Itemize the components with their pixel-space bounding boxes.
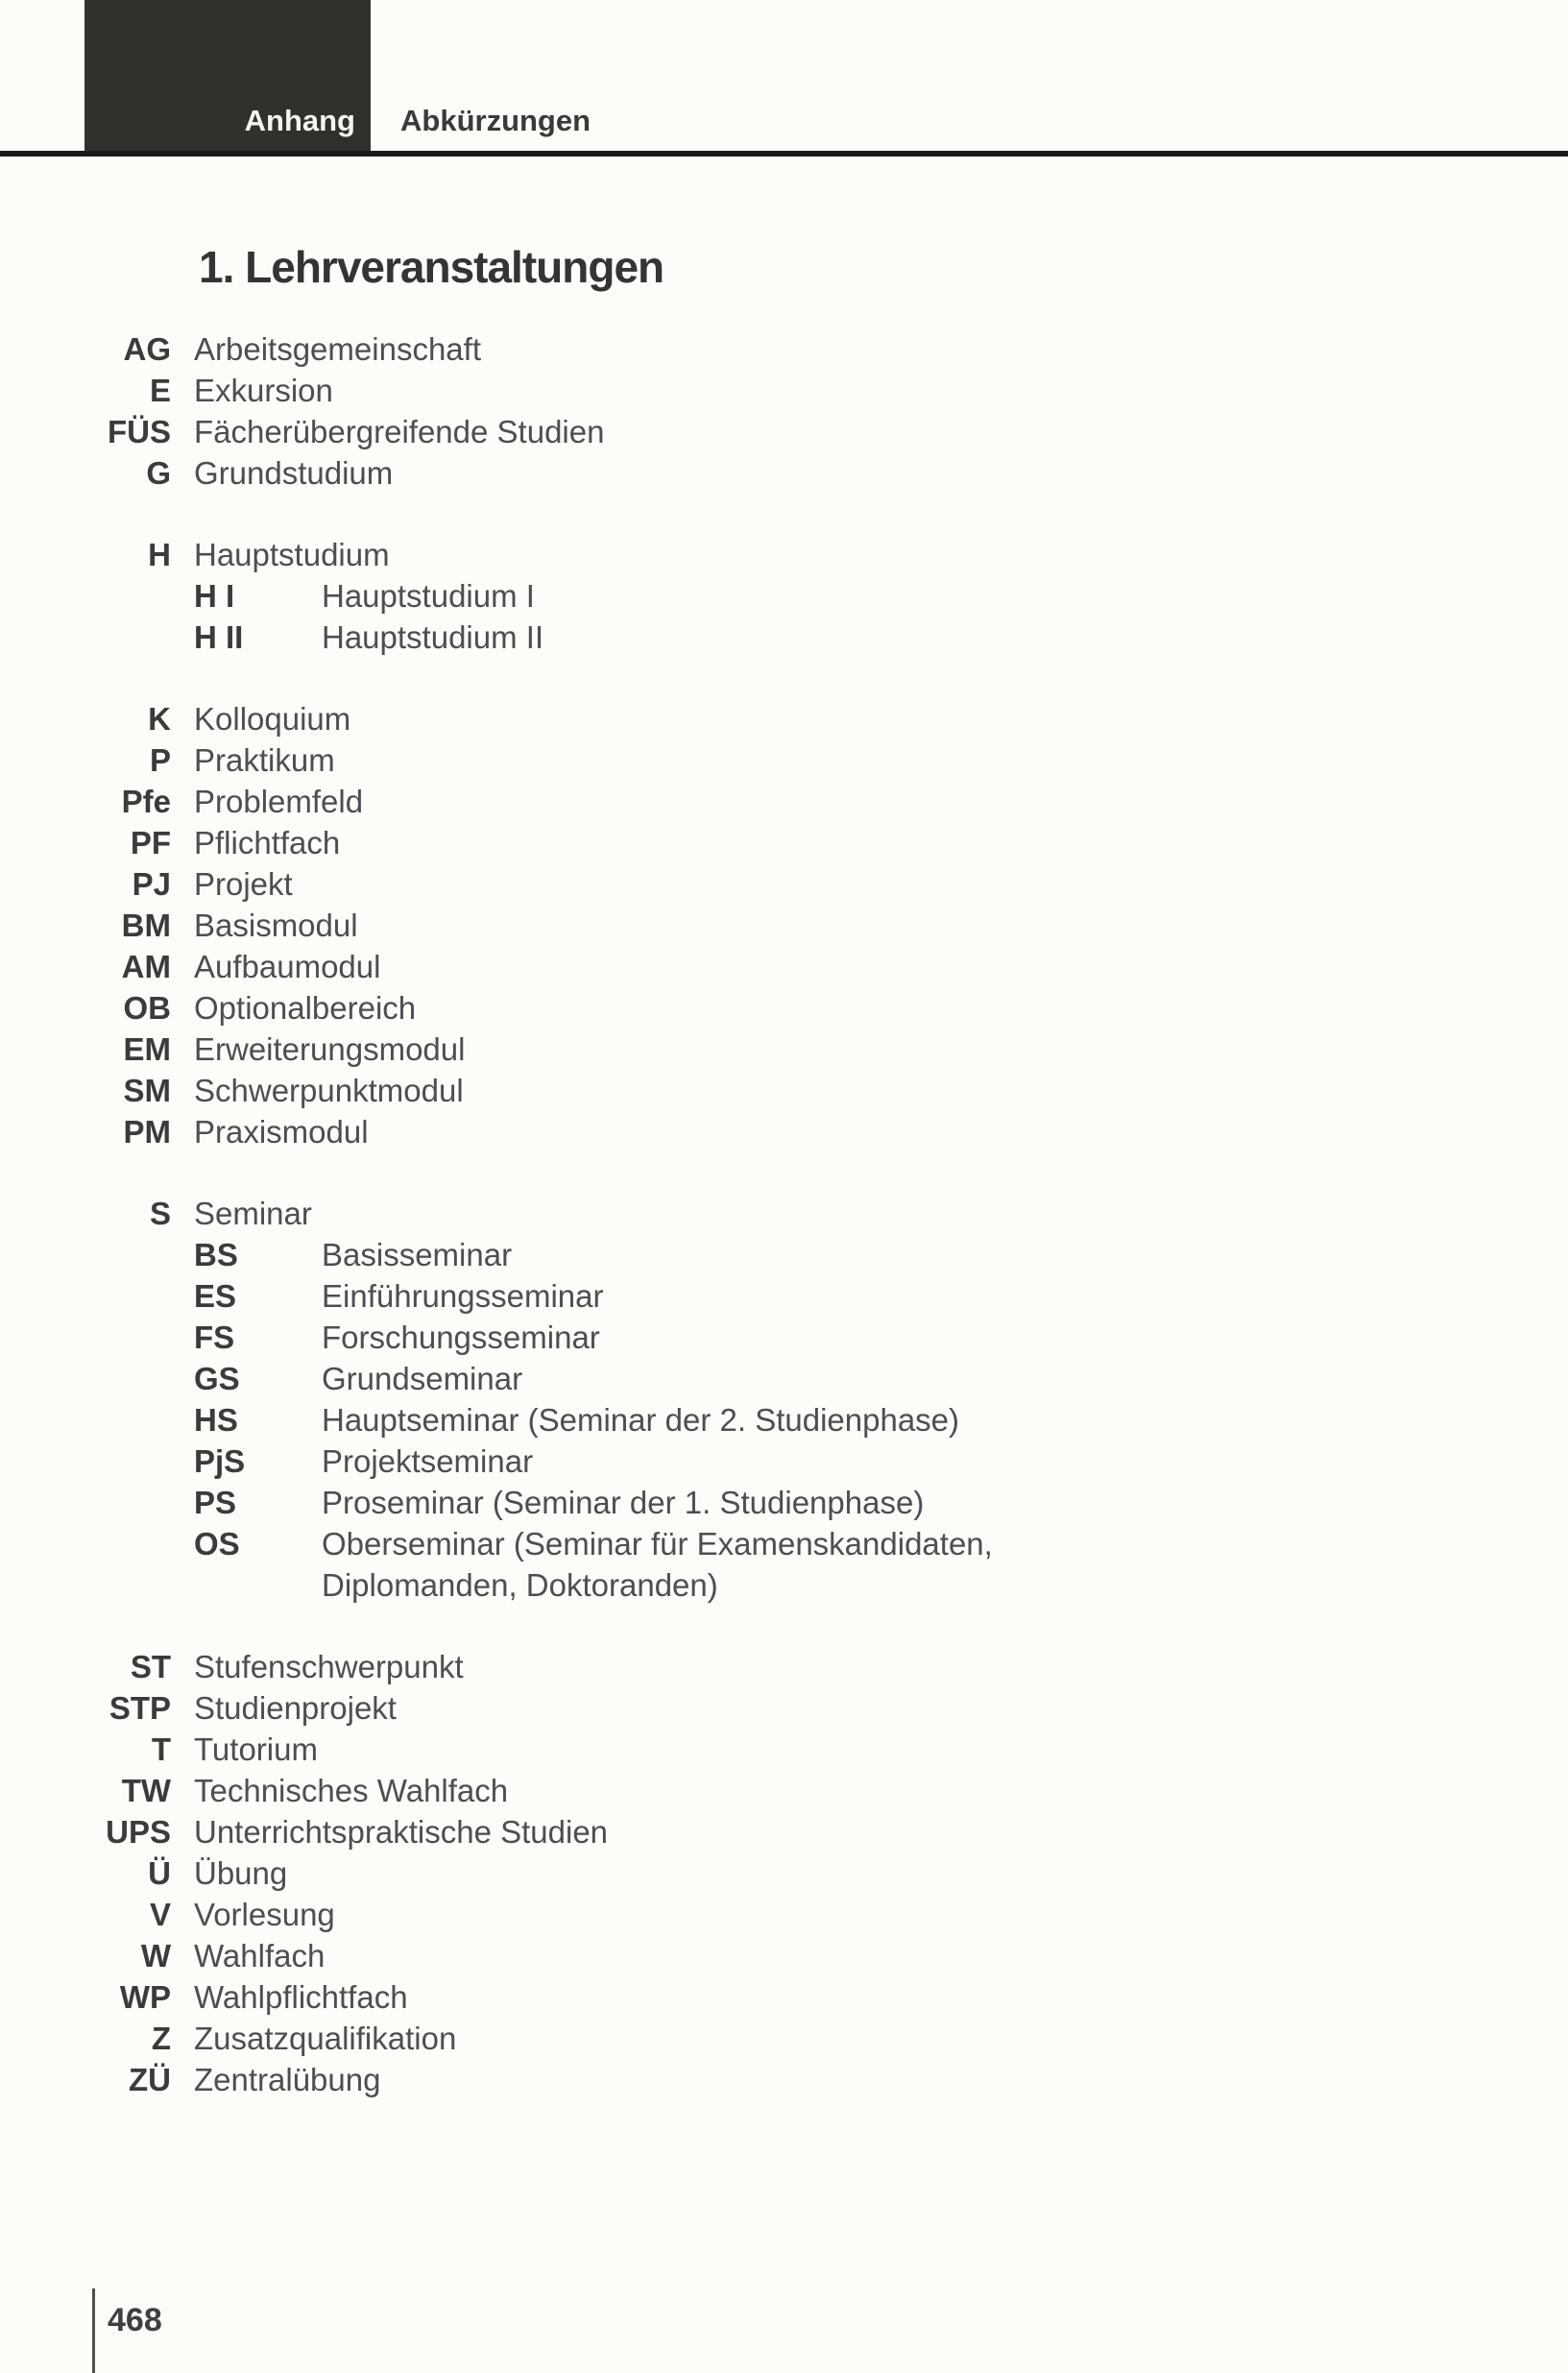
abbreviation-code: UPS — [106, 1813, 171, 1850]
page-content — [0, 243, 1568, 2100]
sub-abbreviation-code: OS — [194, 1525, 240, 1562]
abbreviation-code: H — [148, 536, 171, 572]
abbreviation-description: Proseminar (Seminar der 1. Studienphase) — [322, 1484, 925, 1520]
abbreviation-row — [0, 1976, 1568, 2018]
abbreviation-code — [0, 1523, 171, 1564]
header-section-label: Abkürzungen — [400, 104, 591, 137]
abbreviation-code: Z — [151, 2020, 171, 2056]
abbreviation-row — [0, 1317, 1568, 1358]
abbreviation-row — [0, 575, 1568, 617]
abbreviation-row — [0, 1729, 1568, 1770]
abbreviation-code: EM — [123, 1030, 171, 1067]
sub-entry — [194, 1523, 993, 1564]
abbreviation-code: S — [149, 1195, 171, 1231]
sub-entry — [194, 1234, 512, 1275]
abbreviation-row — [0, 1399, 1568, 1441]
abbreviation-description: Seminar — [194, 1195, 312, 1231]
abbreviation-row — [0, 1234, 1568, 1275]
chapter-tab-label: Anhang — [244, 104, 355, 137]
abbreviation-code — [0, 575, 171, 617]
abbreviation-description: Hauptseminar (Seminar der 2. Studienphase) — [322, 1401, 960, 1438]
sub-abbreviation-code: PS — [194, 1484, 237, 1520]
abbreviation-description: Exkursion — [194, 372, 333, 408]
abbreviation-row — [0, 822, 1568, 863]
sub-abbreviation-code: H II — [194, 618, 244, 655]
abbreviation-row — [0, 1070, 1568, 1111]
abbreviation-description: Tutorium — [194, 1731, 318, 1767]
abbreviation-description: Übung — [194, 1854, 288, 1891]
abbreviation-description: Zentralübung — [194, 2061, 381, 2097]
sub-entry — [194, 1317, 600, 1358]
abbreviation-list — [0, 328, 1568, 2100]
abbreviation-row — [0, 1523, 1568, 1564]
abbreviation-code: ZÜ — [129, 2061, 171, 2097]
sub-abbreviation-code: FS — [194, 1319, 235, 1355]
abbreviation-row — [0, 1029, 1568, 1070]
abbreviation-row — [0, 617, 1568, 658]
abbreviation-description: Schwerpunktmodul — [194, 1072, 464, 1108]
abbreviation-description: Hauptstudium II — [322, 618, 544, 655]
sub-abbreviation-code: GS — [194, 1360, 240, 1396]
abbreviation-code — [0, 1234, 171, 1275]
abbreviation-code: Ü — [148, 1854, 171, 1891]
abbreviation-row — [0, 1894, 1568, 1935]
abbreviation-code — [0, 1482, 171, 1523]
abbreviation-code — [0, 1441, 171, 1482]
abbreviation-description: Studienprojekt — [194, 1689, 397, 1726]
abbreviation-description: Basismodul — [194, 907, 358, 943]
abbreviation-section — [0, 1193, 1568, 1606]
sub-entry — [194, 1482, 924, 1523]
abbreviation-description: Forschungsseminar — [322, 1319, 600, 1355]
abbreviation-row — [0, 946, 1568, 987]
abbreviation-section — [0, 1646, 1568, 2100]
abbreviation-row — [0, 534, 1568, 575]
sub-entry — [194, 617, 543, 658]
abbreviation-code — [0, 1317, 171, 1358]
abbreviation-row — [0, 905, 1568, 946]
abbreviation-row — [0, 1646, 1568, 1687]
abbreviation-code: Pfe — [121, 783, 171, 819]
abbreviation-code: PF — [130, 824, 171, 860]
abbreviation-description: Grundstudium — [194, 454, 394, 491]
page-footer — [92, 2288, 162, 2373]
abbreviation-section — [0, 534, 1568, 658]
abbreviation-row — [0, 863, 1568, 905]
abbreviation-description: Basisseminar — [322, 1236, 513, 1272]
abbreviation-description: Grundseminar — [322, 1360, 523, 1396]
abbreviation-description: Diplomanden, Doktoranden) — [322, 1566, 718, 1603]
abbreviation-code: FÜS — [108, 413, 171, 449]
abbreviation-description: Einführungsseminar — [322, 1277, 604, 1314]
header-rule — [0, 151, 1568, 157]
abbreviation-description: Fächerübergreifende Studien — [194, 413, 605, 449]
chapter-tab — [84, 0, 371, 151]
abbreviation-description: Zusatzqualifikation — [194, 2020, 457, 2056]
page-number: 468 — [108, 2302, 162, 2338]
page-header — [0, 0, 1568, 151]
abbreviation-code: E — [149, 372, 171, 408]
abbreviation-description: Erweiterungsmodul — [194, 1030, 466, 1067]
sub-abbreviation-code: H I — [194, 577, 235, 614]
abbreviation-row — [0, 1193, 1568, 1234]
abbreviation-section — [0, 328, 1568, 494]
abbreviation-description: Stufenschwerpunkt — [194, 1648, 464, 1684]
abbreviation-code — [0, 1275, 171, 1317]
abbreviation-description: Wahlfach — [194, 1937, 326, 1973]
abbreviation-row — [0, 987, 1568, 1029]
abbreviation-row — [0, 739, 1568, 781]
abbreviation-description: Aufbaumodul — [194, 948, 381, 984]
abbreviation-code — [0, 1399, 171, 1441]
abbreviation-code: PJ — [132, 865, 171, 902]
sub-abbreviation-code: ES — [194, 1277, 237, 1314]
abbreviation-code — [0, 617, 171, 658]
abbreviation-code: SM — [123, 1072, 171, 1108]
abbreviation-code: P — [149, 741, 171, 778]
sub-abbreviation-code — [194, 1564, 322, 1606]
abbreviation-code: TW — [121, 1772, 171, 1808]
abbreviation-description: Unterrichtspraktische Studien — [194, 1813, 609, 1850]
abbreviation-row — [0, 2018, 1568, 2059]
abbreviation-description: Projektseminar — [322, 1442, 534, 1479]
abbreviation-row — [0, 370, 1568, 411]
abbreviation-row — [0, 328, 1568, 370]
abbreviation-code: AG — [123, 330, 171, 367]
abbreviation-row — [0, 698, 1568, 739]
abbreviation-description: Hauptstudium I — [322, 577, 535, 614]
abbreviation-section — [0, 698, 1568, 1152]
abbreviation-description: Optionalbereich — [194, 989, 417, 1026]
abbreviation-row — [0, 2059, 1568, 2100]
sub-abbreviation-code: HS — [194, 1401, 238, 1438]
page-title: 1. Lehrveranstaltungen — [199, 242, 664, 292]
abbreviation-code: BM — [121, 907, 171, 943]
abbreviation-row — [0, 1275, 1568, 1317]
sub-entry — [194, 1441, 533, 1482]
abbreviation-description: Pflichtfach — [194, 824, 341, 860]
abbreviation-row — [0, 1441, 1568, 1482]
abbreviation-code: V — [149, 1896, 171, 1932]
abbreviation-code: K — [148, 700, 171, 737]
abbreviation-code: WP — [119, 1978, 171, 2015]
abbreviation-description: Projekt — [194, 865, 293, 902]
abbreviation-description: Oberseminar (Seminar für Examenskandidaten, — [322, 1525, 993, 1562]
abbreviation-row — [0, 1811, 1568, 1852]
abbreviation-description: Arbeitsgemeinschaft — [194, 330, 481, 367]
sub-entry — [194, 575, 535, 617]
sub-abbreviation-code: PjS — [194, 1442, 246, 1479]
abbreviation-row — [0, 452, 1568, 494]
abbreviation-code: G — [146, 454, 171, 491]
abbreviation-code: W — [140, 1937, 171, 1973]
sub-entry — [194, 1399, 959, 1441]
abbreviation-code: AM — [121, 948, 171, 984]
abbreviation-code: STP — [109, 1689, 171, 1726]
abbreviation-row — [0, 1111, 1568, 1152]
abbreviation-code — [0, 1564, 171, 1606]
sub-entry — [194, 1358, 522, 1399]
abbreviation-row — [0, 411, 1568, 452]
abbreviation-description: Problemfeld — [194, 783, 364, 819]
sub-entry — [194, 1275, 604, 1317]
abbreviation-description: Technisches Wahlfach — [194, 1772, 509, 1808]
abbreviation-row — [0, 1358, 1568, 1399]
abbreviation-code: OB — [123, 989, 171, 1026]
abbreviation-row — [0, 781, 1568, 822]
abbreviation-row — [0, 1770, 1568, 1811]
abbreviation-description: Kolloquium — [194, 700, 351, 737]
abbreviation-description: Praxismodul — [194, 1113, 369, 1150]
abbreviation-description: Praktikum — [194, 741, 335, 778]
abbreviation-description: Wahlpflichtfach — [194, 1978, 408, 2015]
abbreviation-row — [0, 1564, 1568, 1606]
sub-entry — [194, 1564, 718, 1606]
abbreviation-code — [0, 1358, 171, 1399]
abbreviation-description: Hauptstudium — [194, 536, 390, 572]
abbreviation-row — [0, 1852, 1568, 1894]
abbreviation-code: PM — [123, 1113, 171, 1150]
sub-abbreviation-code: BS — [194, 1236, 238, 1272]
abbreviation-row — [0, 1687, 1568, 1729]
abbreviation-code: T — [151, 1731, 171, 1767]
abbreviation-row — [0, 1935, 1568, 1976]
abbreviation-code: ST — [130, 1648, 171, 1684]
abbreviation-row — [0, 1482, 1568, 1523]
abbreviation-description: Vorlesung — [194, 1896, 335, 1932]
